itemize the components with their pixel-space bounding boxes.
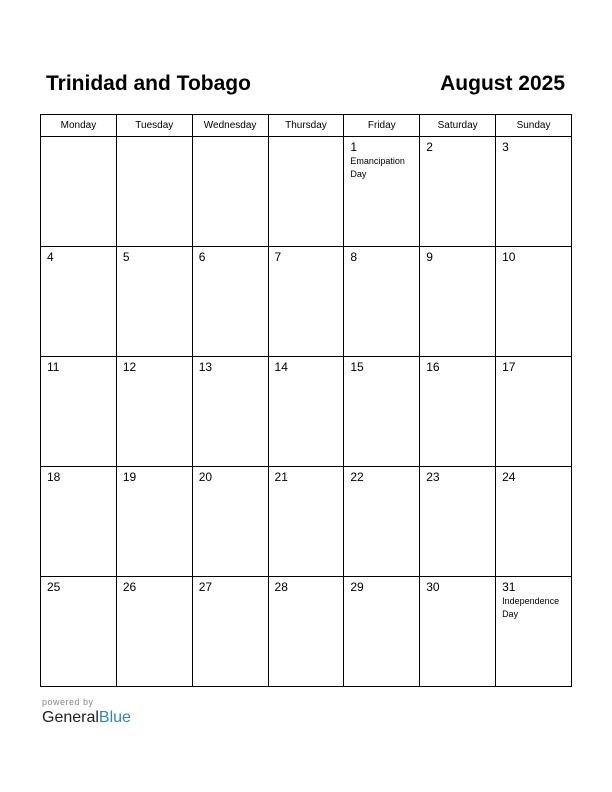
- day-cell: [496, 577, 572, 687]
- day-cell: [268, 247, 344, 357]
- day-number: 20: [198, 470, 213, 484]
- day-cell: [496, 357, 572, 467]
- day-cell: [420, 467, 496, 577]
- day-cell: [268, 577, 344, 687]
- day-number: 3: [502, 140, 509, 154]
- week-row-1: [41, 137, 572, 247]
- day-number: 28: [274, 580, 288, 594]
- day-cell: [116, 247, 192, 357]
- day-number: 14: [274, 360, 288, 374]
- day-number: 26: [122, 580, 137, 594]
- day-cell: [420, 357, 496, 467]
- weekday-saturday: Saturday: [420, 115, 496, 137]
- month-year-title: August 2025: [440, 72, 565, 95]
- day-number: 17: [502, 360, 516, 374]
- day-number: 6: [198, 250, 206, 264]
- day-cell: [192, 577, 268, 687]
- day-cell: [496, 467, 572, 577]
- weekday-header-row: [41, 115, 572, 137]
- day-number: 18: [47, 470, 61, 484]
- day-cell: [116, 467, 192, 577]
- day-number: 22: [350, 470, 364, 484]
- day-number: 13: [198, 360, 213, 374]
- day-cell: [192, 467, 268, 577]
- day-cell: [116, 357, 192, 467]
- week-row-4: [41, 467, 572, 577]
- day-cell: [344, 357, 420, 467]
- day-number: 4: [47, 250, 54, 264]
- day-number: 27: [198, 580, 213, 594]
- day-number: 12: [122, 360, 137, 374]
- weekday-monday: Monday: [41, 115, 117, 137]
- day-cell: [192, 137, 268, 247]
- day-cell: [496, 247, 572, 357]
- day-number: 11: [47, 360, 60, 374]
- day-number: 9: [426, 250, 433, 264]
- generalblue-logo: [42, 709, 131, 727]
- day-number: 23: [426, 470, 440, 484]
- day-cell: [344, 247, 420, 357]
- footer-branding: [42, 697, 131, 727]
- day-number: 25: [47, 580, 61, 594]
- day-number: 29: [350, 580, 364, 594]
- country-title: Trinidad and Tobago: [46, 72, 251, 95]
- brand-general-text: General: [42, 709, 99, 726]
- day-number: 1: [350, 140, 358, 154]
- week-row-5: [41, 577, 572, 687]
- day-number: 19: [122, 470, 137, 484]
- day-number: 5: [122, 250, 130, 264]
- day-number: 10: [502, 250, 516, 264]
- holiday-independence-day: Independence Day: [502, 596, 560, 619]
- day-cell: [41, 247, 117, 357]
- day-cell: [268, 137, 344, 247]
- day-cell: [344, 137, 420, 247]
- day-cell: [268, 357, 344, 467]
- weekday-friday: Friday: [344, 115, 420, 137]
- weekday-wednesday: Wednesday: [192, 115, 268, 137]
- day-cell: [420, 247, 496, 357]
- day-cell: [496, 137, 572, 247]
- day-cell: [41, 357, 117, 467]
- calendar-header: [40, 72, 572, 98]
- day-number: 24: [502, 470, 516, 484]
- day-number: 31: [502, 580, 516, 594]
- week-row-2: [41, 247, 572, 357]
- day-number: 2: [426, 140, 433, 154]
- holiday-emancipation-day: Emancipation Day: [350, 156, 405, 179]
- day-cell: [41, 137, 117, 247]
- day-number: 21: [274, 470, 288, 484]
- day-cell: [41, 577, 117, 687]
- day-cell: [420, 577, 496, 687]
- week-row-3: [41, 357, 572, 467]
- weekday-thursday: Thursday: [268, 115, 344, 137]
- day-cell: [116, 137, 192, 247]
- day-number: 30: [426, 580, 440, 594]
- day-number: 8: [350, 250, 358, 264]
- day-cell: [344, 467, 420, 577]
- day-cell: [116, 577, 192, 687]
- day-cell: [41, 467, 117, 577]
- calendar-grid: [40, 114, 572, 687]
- day-number: 15: [350, 360, 364, 374]
- brand-blue-text: Blue: [98, 709, 131, 726]
- weekday-sunday: Sunday: [496, 115, 572, 137]
- day-number: 16: [426, 360, 440, 374]
- day-cell: [268, 467, 344, 577]
- day-cell: [192, 357, 268, 467]
- weekday-tuesday: Tuesday: [116, 115, 192, 137]
- powered-by-text: powered by: [42, 697, 94, 707]
- day-cell: [344, 577, 420, 687]
- day-number: 7: [274, 250, 282, 264]
- day-cell: [420, 137, 496, 247]
- day-cell: [192, 247, 268, 357]
